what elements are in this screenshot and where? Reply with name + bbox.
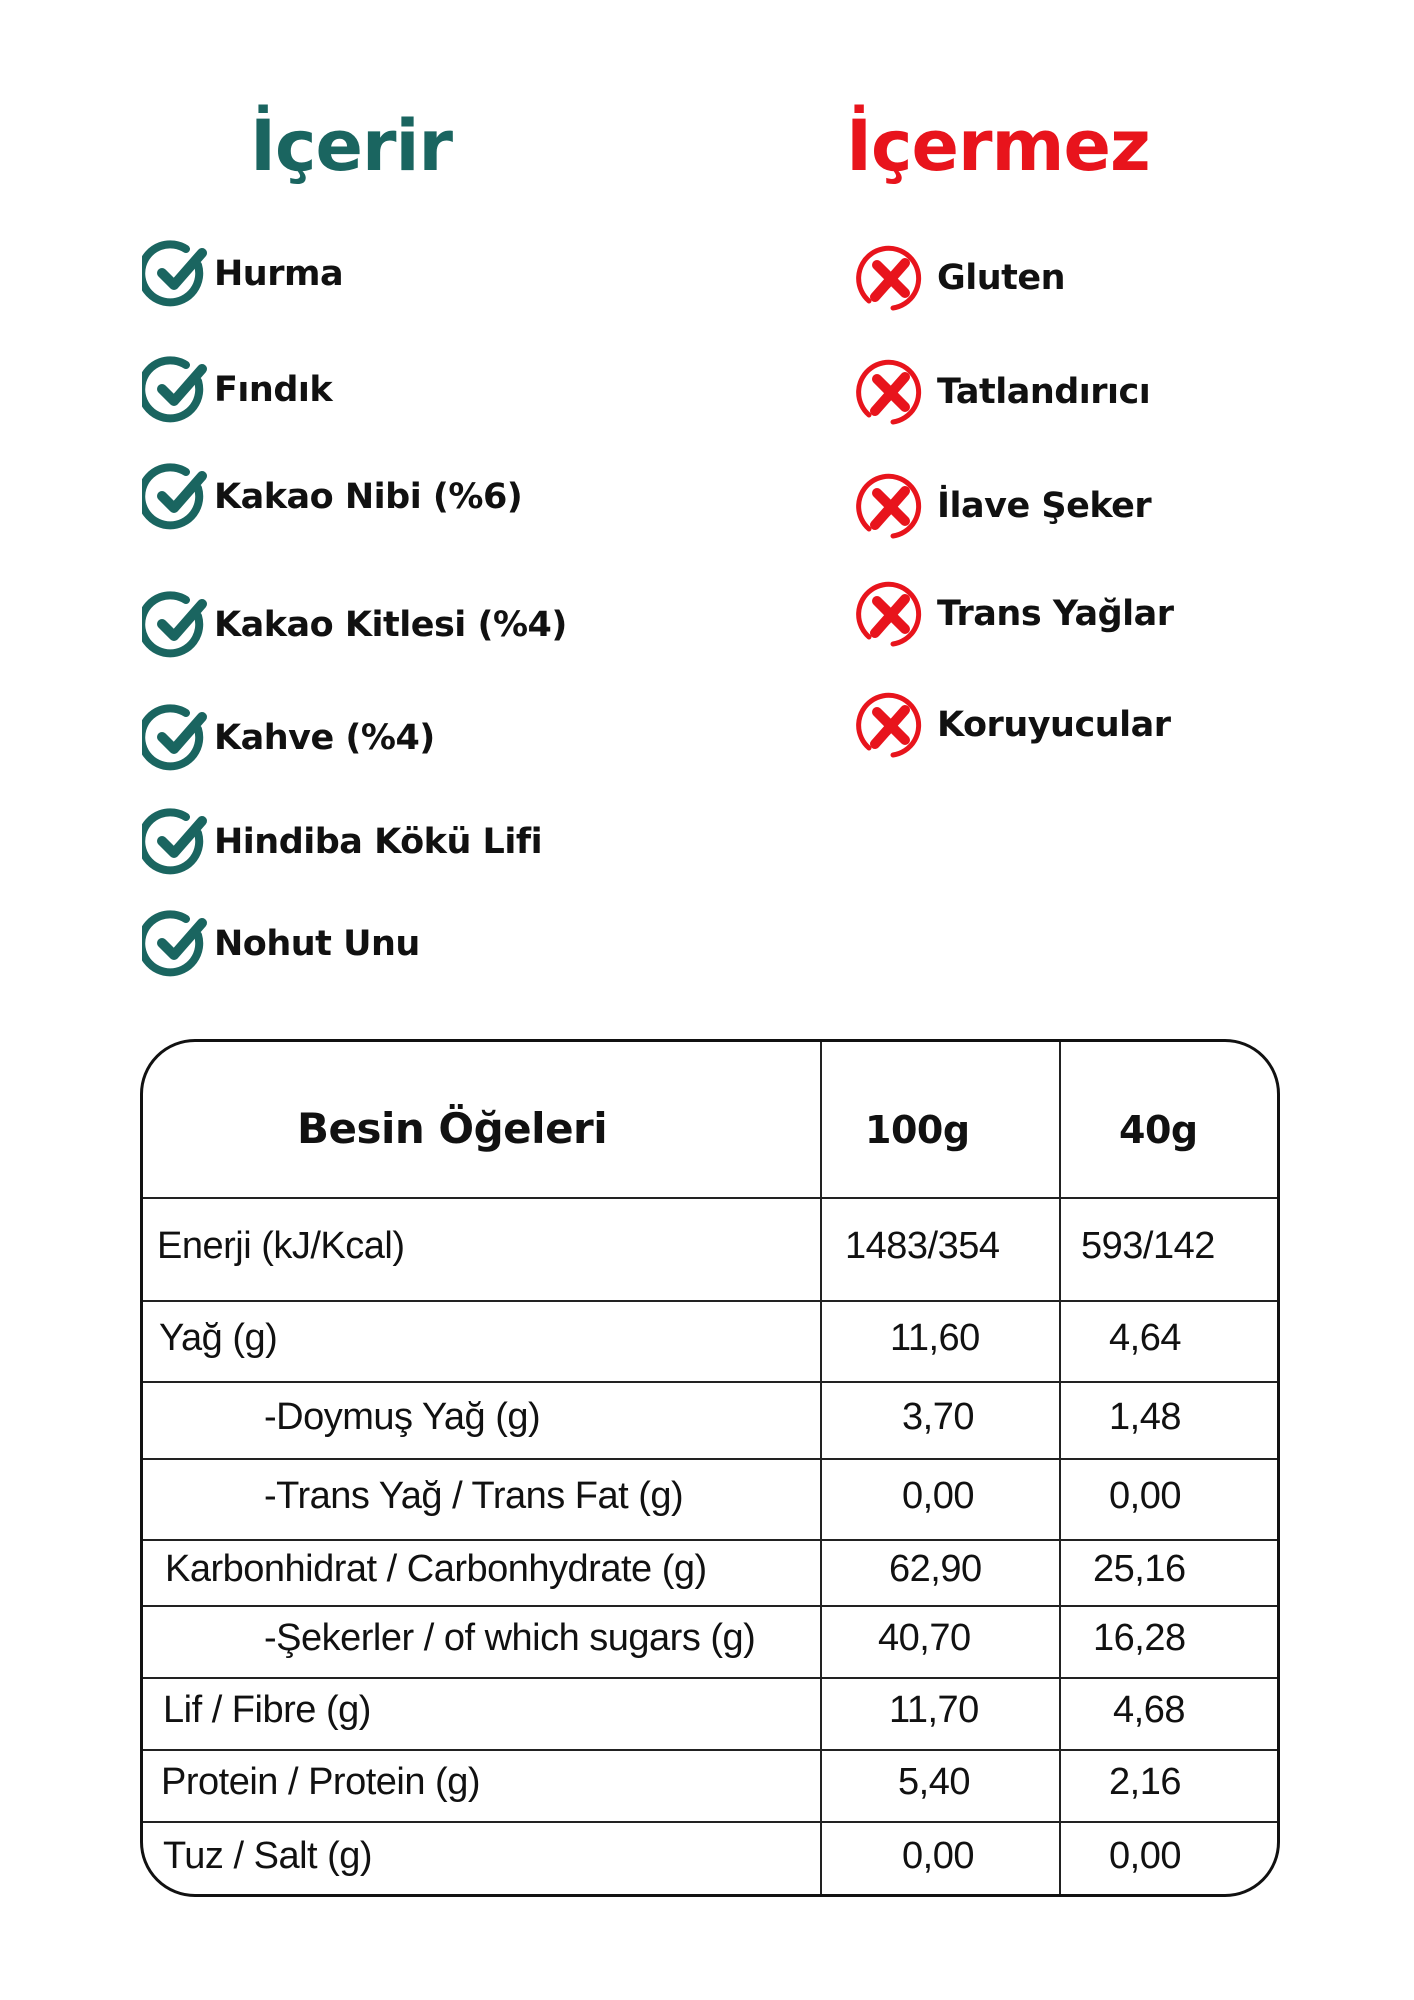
item-label: Kahve (%4) <box>214 718 435 758</box>
row-divider <box>143 1605 1277 1607</box>
item-label: Kakao Kitlesi (%4) <box>214 605 567 645</box>
row-label: Karbonhidrat / Carbonhydrate (g) <box>165 1548 707 1590</box>
row-label: -Doymuş Yağ (g) <box>264 1395 541 1438</box>
check-circle-icon <box>142 239 212 309</box>
value-100g: 3,70 <box>902 1395 974 1438</box>
value-40g: 2,16 <box>1109 1761 1181 1803</box>
value-100g: 5,40 <box>898 1761 970 1803</box>
header-nutrients: Besin Öğeleri <box>297 1104 608 1153</box>
row-label: Lif / Fibre (g) <box>163 1689 371 1731</box>
row-divider <box>143 1539 1277 1541</box>
value-40g: 0,00 <box>1109 1835 1181 1877</box>
check-circle-icon <box>142 355 212 425</box>
item-label: Trans Yağlar <box>937 594 1174 634</box>
row-divider <box>143 1381 1277 1383</box>
list-item <box>855 578 1174 650</box>
value-100g: 11,70 <box>889 1689 979 1731</box>
item-label: Gluten <box>937 258 1066 298</box>
check-circle-icon <box>142 703 212 773</box>
item-label: Kakao Nibi (%6) <box>214 477 523 517</box>
column-divider <box>1059 1042 1061 1894</box>
value-100g: 1483/354 <box>845 1224 1000 1267</box>
check-circle-icon <box>142 462 212 532</box>
item-label: İlave Şeker <box>937 486 1152 526</box>
value-40g: 0,00 <box>1109 1474 1181 1517</box>
value-100g: 62,90 <box>889 1548 982 1590</box>
row-divider <box>143 1749 1277 1751</box>
value-100g: 40,70 <box>878 1617 971 1659</box>
row-label: Enerji (kJ/Kcal) <box>157 1224 405 1267</box>
value-100g: 11,60 <box>890 1316 980 1359</box>
list-item <box>855 689 1171 761</box>
list-item <box>142 908 420 980</box>
list-item <box>142 354 332 426</box>
check-circle-icon <box>142 590 212 660</box>
check-circle-icon <box>142 807 212 877</box>
header-40g: 40g <box>1119 1108 1198 1152</box>
item-label: Hurma <box>214 254 344 294</box>
item-label: Fındık <box>214 370 333 410</box>
item-label: Nohut Unu <box>214 924 420 964</box>
x-circle-icon <box>855 471 925 541</box>
row-label: Protein / Protein (g) <box>161 1761 480 1803</box>
row-divider <box>143 1821 1277 1823</box>
value-100g: 0,00 <box>902 1474 974 1517</box>
list-item <box>855 356 1150 428</box>
value-40g: 25,16 <box>1093 1548 1186 1590</box>
excludes-title: İçermez <box>846 105 1150 187</box>
list-item <box>142 806 542 878</box>
row-divider <box>143 1197 1277 1199</box>
item-label: Hindiba Kökü Lifi <box>214 822 543 862</box>
row-divider <box>143 1300 1277 1302</box>
value-40g: 1,48 <box>1109 1395 1181 1438</box>
item-label: Koruyucular <box>937 705 1171 745</box>
list-item <box>855 470 1151 542</box>
list-item <box>142 702 435 774</box>
column-divider <box>820 1042 822 1894</box>
value-100g: 0,00 <box>902 1835 974 1877</box>
value-40g: 593/142 <box>1081 1224 1215 1267</box>
row-divider <box>143 1458 1277 1460</box>
item-label: Tatlandırıcı <box>937 372 1151 412</box>
list-item <box>855 242 1065 314</box>
nutrition-table <box>140 1039 1280 1897</box>
row-label: Yağ (g) <box>159 1316 278 1359</box>
list-item <box>142 589 567 661</box>
value-40g: 16,28 <box>1093 1617 1186 1659</box>
x-circle-icon <box>855 357 925 427</box>
contains-title: İçerir <box>250 105 453 187</box>
value-40g: 4,68 <box>1113 1689 1185 1731</box>
x-circle-icon <box>855 243 925 313</box>
row-label: -Trans Yağ / Trans Fat (g) <box>264 1474 684 1517</box>
row-divider <box>143 1677 1277 1679</box>
check-circle-icon <box>142 909 212 979</box>
value-40g: 4,64 <box>1109 1316 1181 1359</box>
x-circle-icon <box>855 690 925 760</box>
row-label: Tuz / Salt (g) <box>163 1835 373 1877</box>
list-item <box>142 461 522 533</box>
header-100g: 100g <box>865 1108 970 1152</box>
list-item <box>142 238 343 310</box>
x-circle-icon <box>855 579 925 649</box>
row-label: -Şekerler / of which sugars (g) <box>264 1617 756 1659</box>
